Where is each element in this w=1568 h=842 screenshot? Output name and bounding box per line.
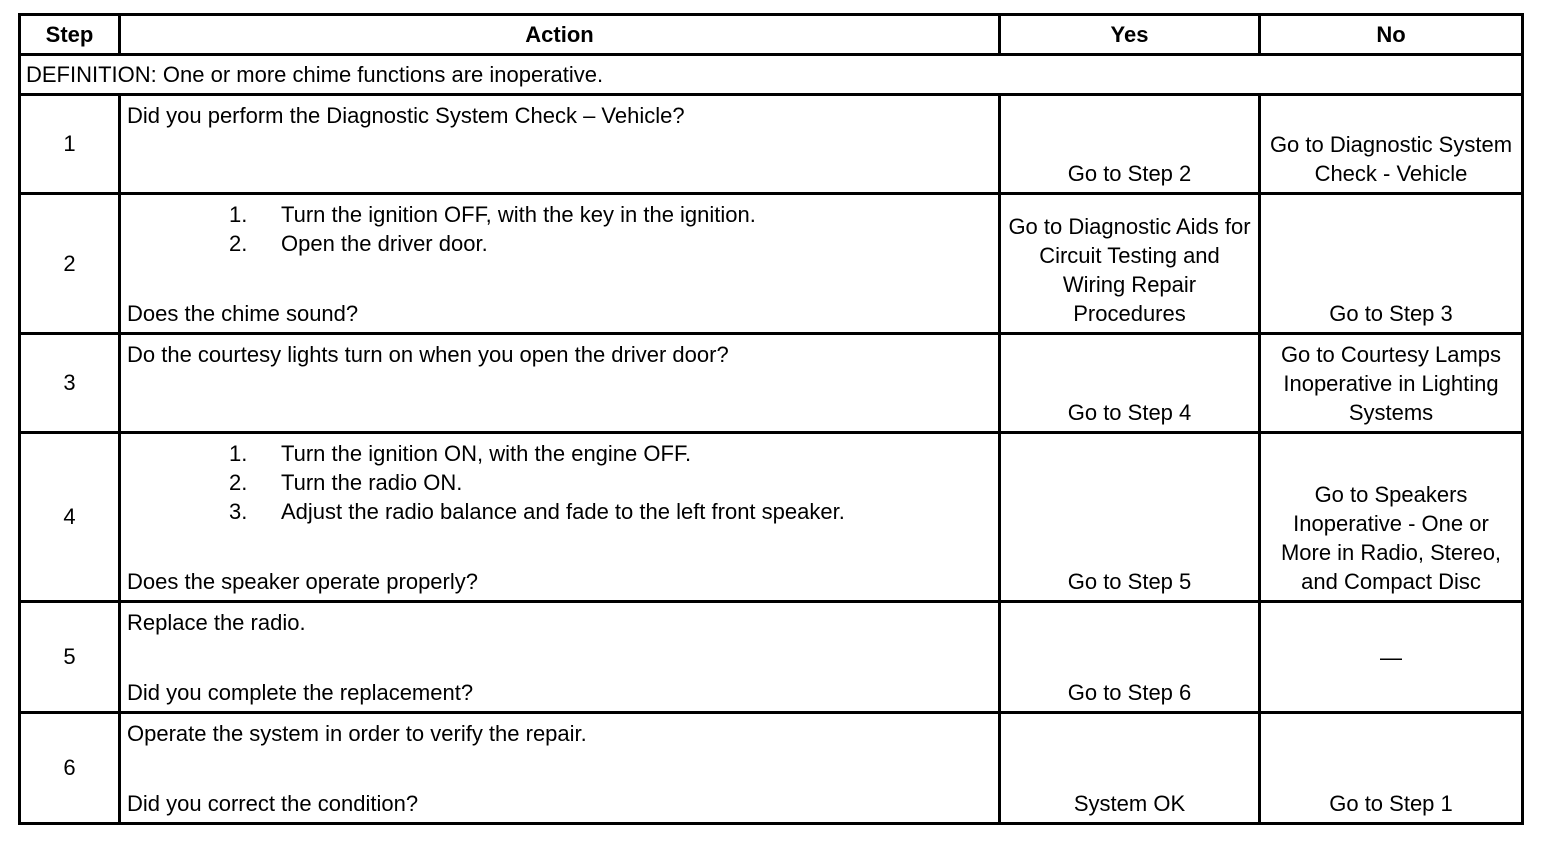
list-item: 2. Turn the radio ON. — [229, 470, 463, 495]
action-cell — [120, 713, 1000, 824]
step-number: 5 — [20, 602, 120, 713]
yes-result: System OK — [1000, 713, 1260, 824]
no-result: Go to Diagnostic System Check - Vehicle — [1260, 95, 1523, 194]
action-question: Did you correct the condition? — [127, 791, 419, 816]
header-no: No — [1260, 15, 1523, 55]
action-question: Does the speaker operate properly? — [127, 569, 478, 594]
header-action: Action — [120, 15, 1000, 55]
step-number: 1 — [20, 95, 120, 194]
list-item: 2. Open the driver door. — [229, 231, 488, 256]
header-row — [20, 15, 1523, 55]
action-cell — [120, 194, 1000, 334]
yes-result: Go to Step 5 — [1000, 433, 1260, 602]
action-cell — [120, 95, 1000, 194]
table-row — [20, 194, 1523, 334]
action-cell — [120, 334, 1000, 433]
action-steps — [127, 439, 992, 526]
table-row — [20, 713, 1523, 824]
yes-result: Go to Step 4 — [1000, 334, 1260, 433]
action-cell — [120, 602, 1000, 713]
diagnostic-table — [18, 13, 1524, 825]
list-item: 1. Turn the ignition OFF, with the key in the ignition. — [229, 202, 756, 227]
action-instruction: Replace the radio. — [127, 610, 306, 635]
header-yes: Yes — [1000, 15, 1260, 55]
action-cell — [120, 433, 1000, 602]
step-number: 3 — [20, 334, 120, 433]
header-step: Step — [20, 15, 120, 55]
action-question: Does the chime sound? — [127, 301, 359, 326]
step-number: 4 — [20, 433, 120, 602]
list-item: 1. Turn the ignition ON, with the engine OFF. — [229, 441, 692, 466]
no-result: — — [1260, 602, 1523, 713]
definition-row — [20, 55, 1523, 95]
no-result: Go to Speakers Inoperative - One or More in Radio, Stereo, and Compact Disc — [1260, 433, 1523, 602]
action-question: Did you complete the replacement? — [127, 680, 474, 705]
definition-text: DEFINITION: One or more chime functions are inoperative. — [20, 55, 1523, 95]
action-steps — [127, 200, 992, 258]
table-row — [20, 602, 1523, 713]
no-result: Go to Step 3 — [1260, 194, 1523, 334]
yes-result: Go to Step 2 — [1000, 95, 1260, 194]
table-row — [20, 433, 1523, 602]
action-question: Do the courtesy lights turn on when you open the driver door? — [127, 342, 729, 367]
no-result: Go to Courtesy Lamps Inoperative in Lighting Systems — [1260, 334, 1523, 433]
list-item: 3. Adjust the radio balance and fade to the left front speaker. — [229, 499, 845, 524]
action-instruction: Operate the system in order to verify the repair. — [127, 721, 587, 746]
yes-result: Go to Diagnostic Aids for Circuit Testing and Wiring Repair Procedures — [1000, 194, 1260, 334]
step-number: 6 — [20, 713, 120, 824]
table-row — [20, 334, 1523, 433]
step-number: 2 — [20, 194, 120, 334]
action-question: Did you perform the Diagnostic System Check – Vehicle? — [127, 103, 685, 128]
yes-result: Go to Step 6 — [1000, 602, 1260, 713]
table-row — [20, 95, 1523, 194]
no-result: Go to Step 1 — [1260, 713, 1523, 824]
